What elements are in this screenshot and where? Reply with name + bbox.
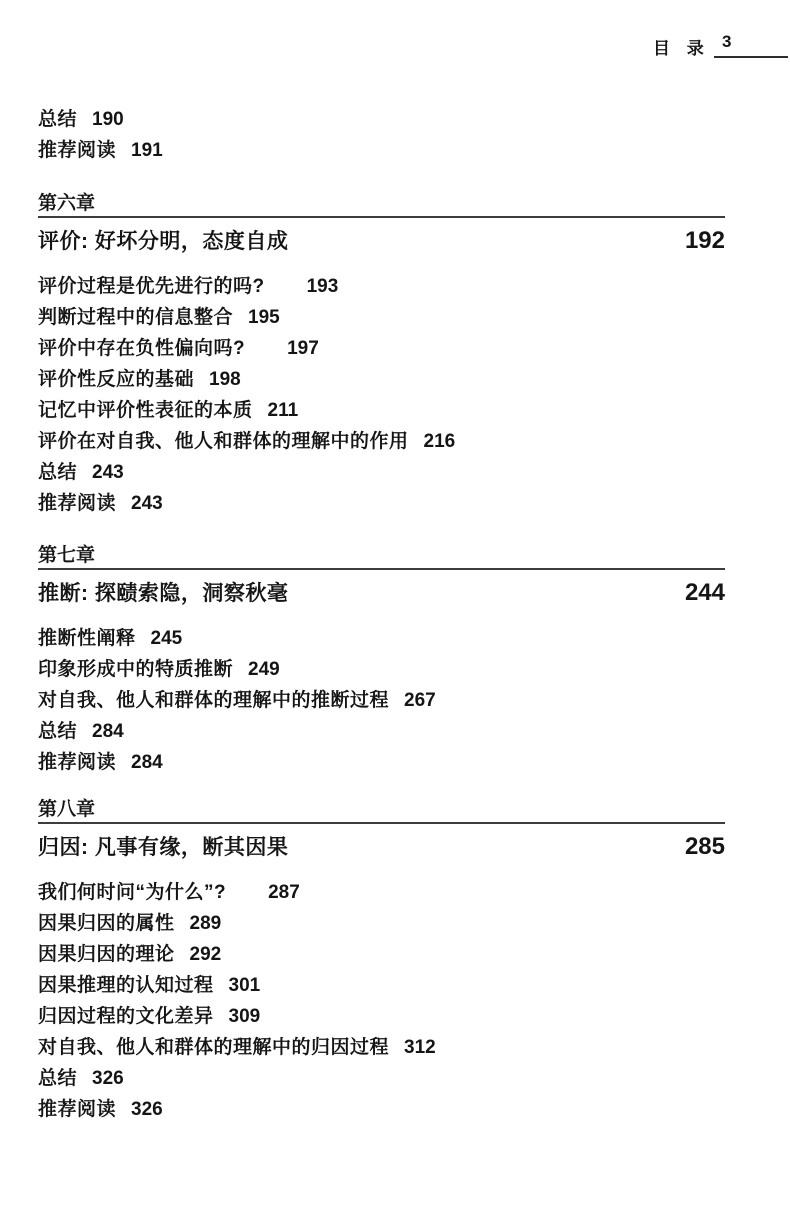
- chapter-title: 推断: 探赜索隐，洞察秋毫: [38, 582, 289, 605]
- toc-item-title: 判断过程中的信息整合: [38, 307, 234, 328]
- toc-item-page: 195: [248, 307, 280, 328]
- toc-item-page: 245: [150, 628, 183, 649]
- toc-item-page: 243: [131, 493, 163, 514]
- toc-item-title: 评价在对自我、他人和群体的理解中的作用: [38, 431, 409, 452]
- toc-item-page: 301: [228, 975, 261, 996]
- toc-item: [38, 426, 725, 457]
- toc-item-title: 推荐阅读: [38, 1099, 117, 1120]
- toc-item-list: [38, 271, 725, 519]
- toc-item-page: 326: [92, 1068, 124, 1089]
- toc-item-title: 因果归因的理论: [38, 944, 175, 965]
- toc-item-title: 评价中存在负性偏向吗?: [38, 338, 246, 359]
- chapter-block: [38, 799, 725, 1125]
- toc-item: [38, 685, 725, 716]
- chapter-label: 第六章: [38, 193, 725, 218]
- toc-item: [38, 877, 725, 908]
- toc-item-list: [38, 623, 725, 778]
- toc-item-page: 309: [228, 1006, 261, 1027]
- toc-item: [38, 104, 725, 135]
- toc-item-title: 印象形成中的特质推断: [38, 659, 234, 680]
- toc-item-title: 归因过程的文化差异: [38, 1006, 214, 1027]
- toc-item: [38, 135, 725, 166]
- toc-item-page: 190: [92, 109, 124, 130]
- toc-item: [38, 364, 725, 395]
- toc-item: [38, 623, 725, 654]
- running-head-underline: [714, 32, 788, 58]
- chapter-page-number: 192: [684, 227, 725, 254]
- toc-item-page: 197: [287, 338, 319, 359]
- toc-item-title: 对自我、他人和群体的理解中的归因过程: [38, 1037, 390, 1058]
- toc-item-page: 284: [131, 752, 163, 773]
- toc-item: [38, 457, 725, 488]
- chapter-title: 评价: 好坏分明，态度自成: [38, 230, 289, 253]
- toc-item: [38, 302, 725, 333]
- toc-item-title: 评价过程是优先进行的吗?: [38, 276, 265, 297]
- toc-item: [38, 716, 725, 747]
- toc-item-page: 284: [92, 721, 124, 742]
- toc-item-title: 对自我、他人和群体的理解中的推断过程: [38, 690, 390, 711]
- chapter-page-number: 285: [684, 833, 725, 860]
- toc-item-title: 总结: [38, 721, 78, 742]
- toc-item: [38, 488, 725, 519]
- toc-item: [38, 747, 725, 778]
- toc-item-title: 因果归因的属性: [38, 913, 175, 934]
- toc-item-title: 我们何时问“为什么”?: [38, 882, 227, 903]
- toc-item-page: 243: [92, 462, 124, 483]
- toc-item-title: 因果推理的认知过程: [38, 975, 214, 996]
- carryover-items: [38, 104, 725, 166]
- toc-item-title: 评价性反应的基础: [38, 369, 195, 390]
- toc-item: [38, 395, 725, 426]
- toc-item: [38, 1001, 725, 1032]
- toc-item-page: 249: [248, 659, 280, 680]
- toc-item: [38, 1032, 725, 1063]
- toc-item-page: 193: [306, 276, 339, 297]
- chapter-label: 第八章: [38, 799, 725, 824]
- toc-item-title: 推荐阅读: [38, 140, 117, 161]
- toc-item: [38, 654, 725, 685]
- toc-item-page: 191: [131, 140, 163, 161]
- chapter-title: 归因: 凡事有缘，断其因果: [38, 836, 289, 859]
- toc-item-list: [38, 877, 725, 1125]
- toc-item: [38, 908, 725, 939]
- toc-item: [38, 271, 725, 302]
- toc-item: [38, 939, 725, 970]
- toc-item-title: 推荐阅读: [38, 752, 117, 773]
- chapter-label: 第七章: [38, 545, 725, 570]
- toc-item-page: 198: [209, 369, 241, 390]
- toc-item-page: 287: [268, 882, 300, 903]
- toc-item-title: 推断性阐释: [38, 628, 136, 649]
- toc-item-title: 总结: [38, 1068, 78, 1089]
- toc-item-page: 216: [423, 431, 456, 452]
- toc-item-page: 292: [189, 944, 222, 965]
- chapter-title-row: [38, 831, 725, 861]
- toc-item-page: 289: [189, 913, 222, 934]
- running-head-title: 目 录: [653, 39, 710, 58]
- chapter-title-row: [38, 577, 725, 607]
- toc-item-page: 326: [131, 1099, 163, 1120]
- chapter-title-row: [38, 225, 725, 255]
- running-head-page-number: 3: [722, 32, 732, 51]
- toc-item-page: 267: [404, 690, 436, 711]
- toc-item-title: 总结: [38, 109, 78, 130]
- toc-item: [38, 1094, 725, 1125]
- running-head: [0, 32, 790, 62]
- chapter-page-number: 244: [684, 579, 725, 606]
- toc-item-title: 记忆中评价性表征的本质: [38, 400, 253, 421]
- toc-item: [38, 1063, 725, 1094]
- toc-item-page: 211: [267, 400, 299, 421]
- toc-item-title: 总结: [38, 462, 78, 483]
- chapter-block: [38, 193, 725, 519]
- toc-item: [38, 333, 725, 364]
- toc-item-title: 推荐阅读: [38, 493, 117, 514]
- toc-item-page: 312: [404, 1037, 436, 1058]
- chapter-block: [38, 545, 725, 778]
- toc-item: [38, 970, 725, 1001]
- toc-item-list: [38, 104, 725, 166]
